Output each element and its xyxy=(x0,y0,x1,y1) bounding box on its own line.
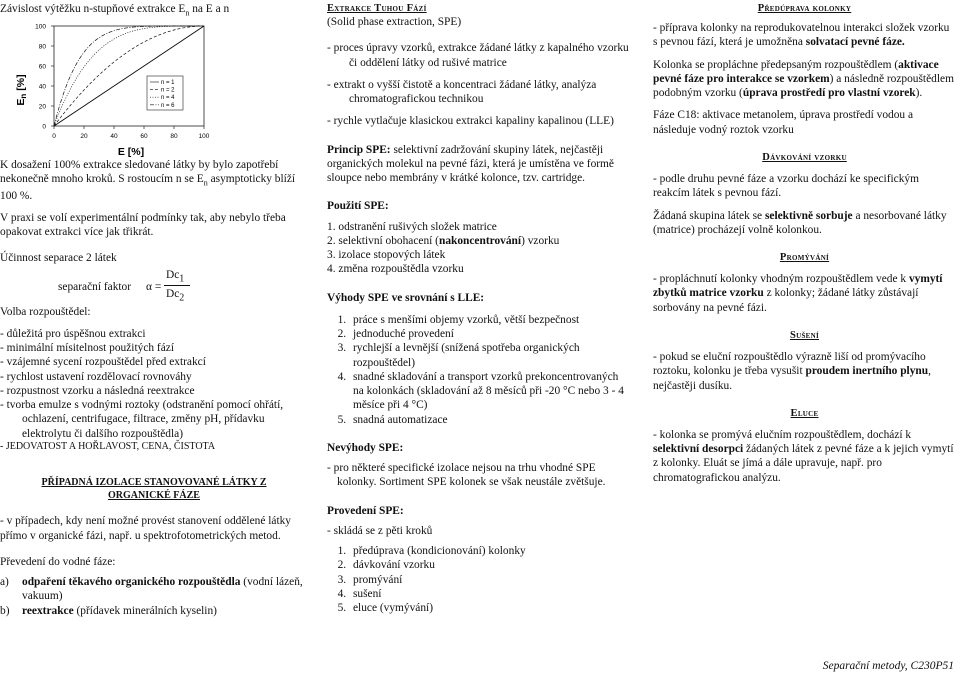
solvent-choice-heading: Volba rozpouštědel: xyxy=(0,305,91,318)
option-b-bold: reextrakce xyxy=(22,604,74,617)
rinse-c: ) a následně rozpouštědlem podobným vzorku ( xyxy=(653,72,954,100)
chart-title-tail: na E a n xyxy=(189,3,230,15)
principle-label: Princip SPE: xyxy=(327,143,391,156)
advantages-list xyxy=(327,313,629,427)
x-tick-label-4: 80 xyxy=(170,133,178,140)
principle-paragraph xyxy=(327,143,629,186)
chart-title-sub: n xyxy=(185,8,190,18)
column-right xyxy=(653,0,956,485)
solvent-criterion-6: - tvorba emulze s vodnými roztoky (odstranění pomocí ohřátí, ochlazení, centrifugace, filtrace, změny pH, přídavku elektrolytu či dalšího rozpouštědla) xyxy=(0,399,284,440)
use-item-3: 3. izolace stopových látek xyxy=(327,249,446,262)
y-tick-label-5: 100 xyxy=(35,23,46,31)
washing-paragraph xyxy=(653,272,956,315)
transfer-heading: Převedení do vodné fáze: xyxy=(0,555,116,568)
alpha-label: α = xyxy=(146,280,162,293)
page-footer: Separační metody, C230P51 xyxy=(822,659,954,672)
use-item-2-bold: nakoncentrování xyxy=(438,234,522,247)
preparation-heading: Předúprava kolonky xyxy=(757,3,852,14)
use-list xyxy=(327,220,629,277)
solvent-criterion-2: - minimální mísitelnost použitých fází xyxy=(0,342,174,355)
fraction-numerator xyxy=(166,268,184,286)
preparation-paragraph xyxy=(653,21,956,50)
principle-text: selektivní zadržování skupiny látek, nejčastěji organických molekul na pevné fázi, která je umístěna ve formě sloupce nebo membrány v krátké kolonce, tzv. cartridge. xyxy=(327,143,614,185)
column-left xyxy=(0,0,308,617)
disadvantages-heading: Nevýhody SPE: xyxy=(327,441,404,454)
spe-heading: Extrakce Tuhou Fází xyxy=(327,3,427,14)
procedure-heading: Provedení SPE: xyxy=(327,504,404,517)
y-tick-label-1: 20 xyxy=(38,103,46,111)
x-tick-label-0: 0 xyxy=(52,133,56,140)
sorption-paragraph xyxy=(653,209,956,238)
rinse-d: úprava prostředí pro vlastní vzorek xyxy=(742,87,916,100)
washing-a: - propláchnutí kolonky vhodným rozpouštědlem vede k xyxy=(653,273,909,286)
elution-paragraph xyxy=(653,428,956,485)
efficiency-heading: Účinnost separace 2 látek xyxy=(0,252,117,265)
x-tick-label-3: 60 xyxy=(140,133,148,140)
option-a-rest: (vodní lázeň, vakuum) xyxy=(22,576,303,603)
procedure-intro: - skládá se z pěti kroků xyxy=(327,524,433,537)
solvent-criterion-1: - důležitá pro úspěšnou extrakci xyxy=(0,327,146,340)
solvent-criterion-4: - rychlost ustavení rozdělovací rovnováhy xyxy=(0,370,192,383)
legend-label-0: n = 1 xyxy=(161,80,175,86)
elution-a: - kolonka se promývá elučním rozpouštědlem, dochází k xyxy=(653,428,912,441)
spe-process-list xyxy=(327,41,629,128)
washing-heading: Promývání xyxy=(779,252,830,263)
x-tick-label-1: 20 xyxy=(80,133,88,140)
washing-b: vymytí zbytků matrice vzorku xyxy=(653,273,943,300)
spe-subheading: (Solid phase extraction, SPE) xyxy=(327,16,462,29)
sorption-b: selektivně sorbuje xyxy=(764,209,853,222)
advantages-heading: Výhody SPE ve srovnání s LLE: xyxy=(327,291,485,304)
x-axis-label: E [%] xyxy=(117,146,145,158)
option-b-rest: (přídavek minerálních kyselin) xyxy=(73,604,217,617)
elution-heading: Eluce xyxy=(790,407,819,419)
chart-title-text: Závislost výtěžku n-stupňové extrakce E xyxy=(0,3,186,15)
elution-c: žádaných látek z pevné fáze a k jejich vymytí z kolonky. Eluát se jímá a dále upravuje, např. pro chromatografickou analýzu. xyxy=(653,443,954,484)
drying-a: - pokud se eluční rozpouštědlo výrazně liší od promývacího roztoku, kolonku je třeba vysušit xyxy=(653,351,926,378)
advantage-item-4: 4. snadné skladování a transport vzorků prekoncentrovaných na kolonkách (skladování až 8 měsíců při -20 °C nebo 3 - 4 měsíce při 4 °C) xyxy=(349,370,629,413)
advantage-item-2: 2. jednoduché provedení xyxy=(349,327,629,341)
separation-factor-label: separační faktor xyxy=(58,280,132,293)
column-middle xyxy=(327,0,629,615)
c18-paragraph: Fáze C18: aktivace metanolem, úprava prostředí vodou a následuje vodný roztok vzorku xyxy=(653,109,913,136)
isolation-heading: PŘÍPADNÁ IZOLACE STANOVOVANÉ LÁTKY Z ORGANICKÉ FÁZE xyxy=(41,477,267,501)
option-a xyxy=(0,575,308,604)
y-tick-label-2: 40 xyxy=(38,83,46,91)
option-a-label: a) xyxy=(0,576,9,589)
drying-c: , nejčastěji dusíku. xyxy=(653,365,931,392)
rinse-a: Kolonka se propláchne předepsaným rozpouštědlem ( xyxy=(653,58,899,71)
y-tick-label-4: 80 xyxy=(38,43,46,51)
washing-c: z kolonky; žádané látky zůstávají sorbovány na pevné fázi. xyxy=(653,287,919,314)
drying-heading: Sušení xyxy=(789,329,820,341)
advantage-item-3: 3. rychlejší a levnější (snížená spotřeba organických rozpouštědel) xyxy=(349,341,629,370)
fraction-bar xyxy=(164,285,190,286)
use-item-2-tail: ) vzorku xyxy=(521,234,560,247)
use-item-1: 1. odstranění rušivých složek matrice xyxy=(327,220,497,233)
asymptote-sub: n xyxy=(203,178,208,188)
procedure-steps-list xyxy=(327,544,629,615)
dosing-paragraph: - podle druhu pevné fáze a vzorku dochází ke specifickým reakcím látek s pevnou fází. xyxy=(653,173,919,200)
numerator-sub: 1 xyxy=(179,272,185,284)
solvent-criterion-5: - rozpustnost vzorku a následná reextrakce xyxy=(0,384,195,397)
asymptote-paragraph xyxy=(0,158,308,203)
x-tick-label-2: 40 xyxy=(110,133,118,140)
sorption-a: Žádaná skupina látek se xyxy=(653,209,765,222)
use-item-2-text: 2. selektivní obohacení ( xyxy=(327,234,439,247)
y-tick-label-0: 0 xyxy=(42,123,46,131)
dosing-heading: Dávkování vzorku xyxy=(762,151,847,163)
denominator-sub: 2 xyxy=(179,291,185,303)
procedure-step-1: 1. předúprava (kondicionování) kolonky xyxy=(349,544,629,558)
y-tick-label-3: 60 xyxy=(38,63,46,71)
advantage-item-5: 5. snadná automatizace xyxy=(349,413,629,427)
prep-text: - příprava kolonky na reprodukovatelnou interakci složek vzorku s pevnou fází, která je umožněna xyxy=(653,22,950,49)
rinse-e: ). xyxy=(915,87,923,100)
y-axis-label: En [%] xyxy=(15,74,28,106)
procedure-step-5: 5. eluce (vymývání) xyxy=(349,601,629,615)
chart-plot-area xyxy=(35,24,210,141)
rinse-b: aktivace pevné fáze pro interakce se vzorkem xyxy=(653,58,939,85)
procedure-step-2: 2. dávkování vzorku xyxy=(349,558,629,572)
option-b xyxy=(0,604,308,618)
legend-label-2: n = 4 xyxy=(161,95,175,102)
drying-paragraph xyxy=(653,350,956,393)
procedure-step-4: 4. sušení xyxy=(349,587,629,601)
asymptote-text-b: asymptoticky blíží 100 %. xyxy=(0,173,296,202)
spe-process-item-3: - rychle vytlačuje klasickou extrakci kapaliny kapalinou (LLE) xyxy=(327,115,614,128)
option-a-bold: odpaření těkavého organického rozpouštědla xyxy=(22,576,241,589)
solvent-criterion-3: - vzájemné sycení rozpouštědel před extrakcí xyxy=(0,356,206,369)
legend-label-3: n = 6 xyxy=(161,102,175,109)
sorption-c: a nesorbované látky (matrice) procházejí volně kolonkou. xyxy=(653,209,947,236)
option-b-label: b) xyxy=(0,604,10,617)
rinse-paragraph xyxy=(653,58,956,101)
solvent-criterion-7: - JEDOVATOST A HOŘLAVOST, CENA, ČISTOTA xyxy=(0,440,216,452)
chart-title xyxy=(0,2,308,18)
solvent-criteria-list xyxy=(0,327,308,454)
asymptote-text-a: K dosažení 100% extrakce sledované látky by bylo zapotřebí nekonečně mnoho kroků. S rostoucím n se E xyxy=(0,159,279,186)
spe-process-item-2: - extrakt o vyšší čistotě a koncentraci žádané látky, analýza chromatografickou technikou xyxy=(327,78,597,106)
advantage-item-1: 1. práce s menšími objemy vzorků, větší bezpečnost xyxy=(349,313,629,327)
practice-paragraph: V praxi se volí experimentální podmínky tak, aby nebylo třeba opakovat extrakci více jak třikrát. xyxy=(0,211,286,239)
use-item-4: 4. změna rozpouštědla vzorku xyxy=(327,263,464,276)
yield-chart xyxy=(14,18,214,158)
isolation-paragraph: - v případech, kdy není možné provést stanovení oddělené látky přímo v organické fázi, např. u spektrofotometrických metod. xyxy=(0,515,292,542)
use-item-2 xyxy=(327,234,629,248)
numerator-text: Dc xyxy=(166,268,180,281)
spe-process-item-1: - proces úpravy vzorků, extrakce žádané látky z kapalného vzorku či oddělení látky od rušivé matrice xyxy=(327,42,629,69)
procedure-step-3: 3. promývání xyxy=(349,573,629,587)
prep-bold: solvatací pevné fáze. xyxy=(805,36,905,49)
use-heading: Použití SPE: xyxy=(327,200,389,213)
separation-factor-formula xyxy=(0,268,308,304)
drying-b: proudem inertního plynu xyxy=(805,365,929,378)
elution-b: selektivní desorpci xyxy=(653,443,744,456)
disadvantages-paragraph: - pro některé specifické izolace nejsou na trhu vhodné SPE kolonky. Sortiment SPE kolonek se však neustále zvětšuje. xyxy=(327,462,606,489)
denominator-text: Dc xyxy=(166,287,180,300)
fraction-denominator xyxy=(166,287,184,305)
x-tick-label-5: 100 xyxy=(198,133,210,140)
legend-label-1: n = 2 xyxy=(161,87,175,94)
